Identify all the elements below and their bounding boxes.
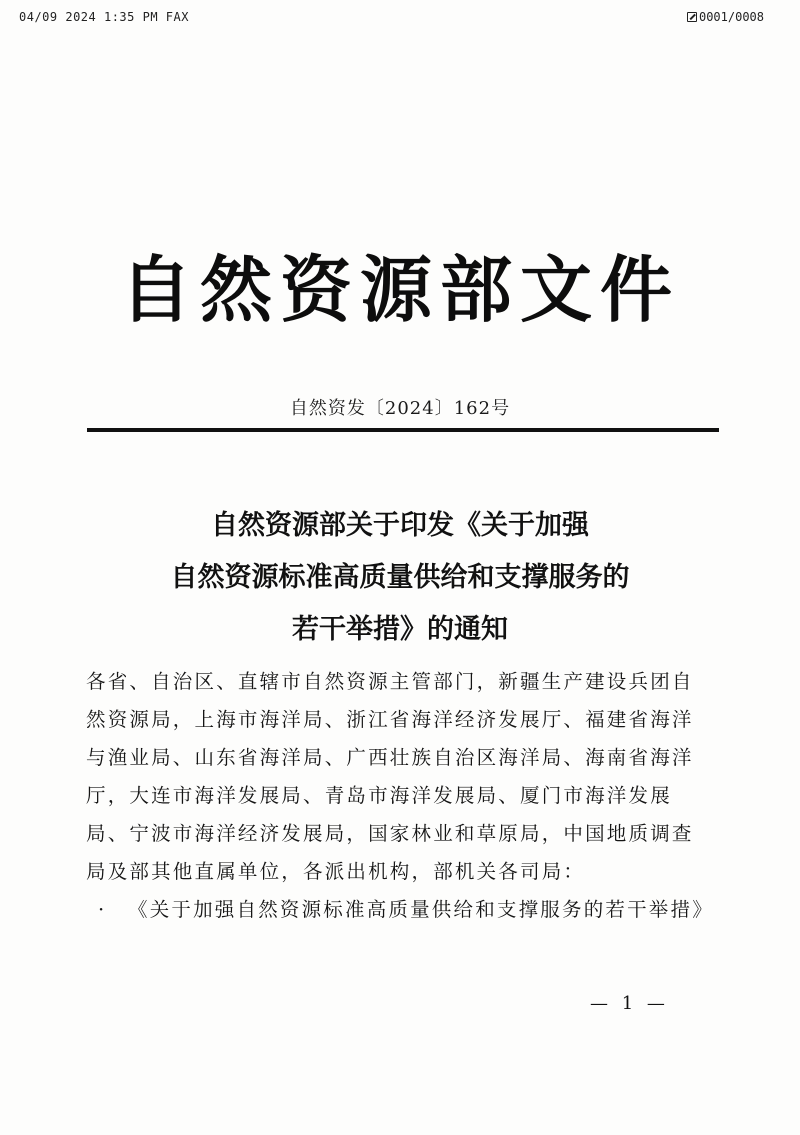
title-line: 自然资源部关于印发《关于加强 <box>211 510 589 541</box>
body-line: 各省、自治区、直辖市自然资源主管部门，新疆生产建设兵团自 <box>86 670 694 693</box>
document-body <box>86 663 726 929</box>
fax-page-icon <box>687 12 697 22</box>
body-line-notice-reference <box>86 891 726 929</box>
document-number: 自然资发〔2024〕162号 <box>289 398 511 419</box>
body-line: 然资源局，上海市海洋局、浙江省海洋经济发展厅、福建省海洋 <box>86 708 694 731</box>
masthead-rule-divider <box>87 428 719 432</box>
body-line: 厅，大连市海洋发展局、青岛市海洋发展局、厦门市海洋发展 <box>86 784 672 807</box>
title-line: 若干举措》的通知 <box>292 614 508 645</box>
document-masthead: 自然资源部文件 <box>119 247 680 332</box>
fax-page-counter-text: 0001/0008 <box>698 10 764 24</box>
document-title <box>0 500 800 656</box>
title-line: 自然资源标准高质量供给和支撑服务的 <box>170 562 630 593</box>
notice-reference-text: 《关于加强自然资源标准高质量供给和支撑服务的若干举措》 <box>128 898 714 921</box>
fax-header-timestamp: 04/09 2024 1:35 PM FAX <box>19 10 189 24</box>
body-line: 局及部其他直属单位，各派出机构，部机关各司局： <box>86 860 586 883</box>
page-number: — 1 — <box>590 993 669 1014</box>
fax-page-counter <box>687 10 764 24</box>
body-line: 与渔业局、山东省海洋局、广西壮族自治区海洋局、海南省海洋 <box>86 746 694 769</box>
body-line: 局、宁波市海洋经济发展局，国家林业和草原局，中国地质调查 <box>86 822 694 845</box>
stray-dot-mark: · <box>98 898 107 921</box>
